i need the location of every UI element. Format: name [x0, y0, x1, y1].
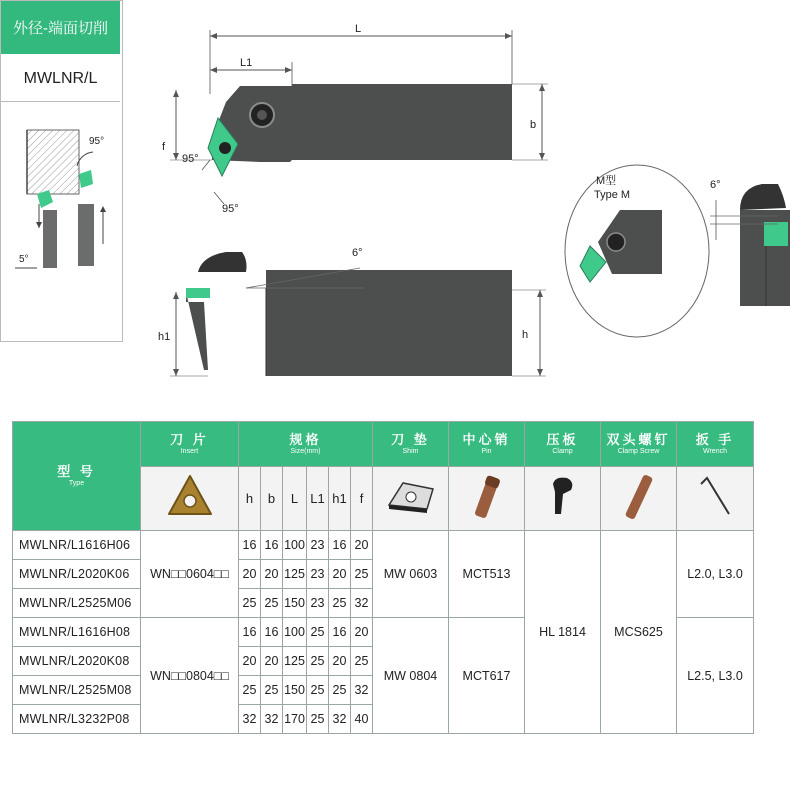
cell-b: 16	[261, 618, 283, 647]
cell-f: 25	[351, 560, 373, 589]
model-cell: MWLNR/L2525M08	[13, 676, 141, 705]
cell-b: 32	[261, 705, 283, 734]
shim-image	[373, 467, 449, 531]
cell-h1: 25	[329, 676, 351, 705]
insert-image	[141, 467, 239, 531]
dim-header-L1: L1	[307, 467, 329, 531]
spec-table	[12, 421, 754, 734]
type-m-cn: M型	[596, 175, 617, 187]
cell-f: 25	[351, 647, 373, 676]
cell-h1: 20	[329, 647, 351, 676]
dim-header-L: L	[283, 467, 307, 531]
angle-95-bottom: 95°	[222, 203, 239, 215]
tool-body-2	[78, 204, 94, 266]
insert-2	[79, 170, 93, 188]
header-size: 规格 Size(mm)	[239, 422, 373, 467]
wrench-06-cell: L2.0, L3.0	[677, 531, 754, 618]
dim-L: L	[355, 23, 362, 35]
cell-L: 170	[283, 705, 307, 734]
cell-L: 150	[283, 589, 307, 618]
model-cell: MWLNR/L2020K06	[13, 560, 141, 589]
header-pin: 中心销 Pin	[449, 422, 525, 467]
cell-f: 20	[351, 531, 373, 560]
insert-side-view	[186, 288, 210, 298]
clamp-screw-image	[601, 467, 677, 531]
cell-f: 32	[351, 676, 373, 705]
cell-h: 25	[239, 676, 261, 705]
operation-diagram-svg	[1, 104, 120, 338]
cell-b: 16	[261, 531, 283, 560]
wrench-icon	[695, 472, 735, 522]
angle-label-5: 5°	[19, 254, 29, 265]
cell-h1: 16	[329, 618, 351, 647]
cell-h1: 32	[329, 705, 351, 734]
type-m-en: Type M	[594, 189, 631, 201]
dim-header-f: f	[351, 467, 373, 531]
cell-L1: 25	[307, 618, 329, 647]
card-title: 外径-端面切削	[1, 1, 120, 54]
cell-h1: 25	[329, 589, 351, 618]
cell-b: 25	[261, 676, 283, 705]
cell-b: 20	[261, 647, 283, 676]
card-model: MWLNR/L	[1, 56, 120, 102]
insert-06-cell: WN□□0604□□	[141, 531, 239, 618]
cell-L: 125	[283, 647, 307, 676]
clamp-screw-cell: MCS625	[601, 531, 677, 734]
operation-diagram	[1, 104, 120, 338]
cell-L: 100	[283, 618, 307, 647]
clamp-image	[525, 467, 601, 531]
shim-08-cell: MW 0804	[373, 618, 449, 734]
tool-body-1	[43, 210, 57, 268]
cell-L1: 25	[307, 676, 329, 705]
cell-f: 32	[351, 589, 373, 618]
dim-h1: h1	[158, 331, 171, 343]
header-insert: 刀 片 Insert	[141, 422, 239, 467]
dim-b: b	[530, 119, 537, 131]
cell-b: 20	[261, 560, 283, 589]
angle-6-side: 6°	[352, 247, 363, 259]
angle-6-right: 6°	[710, 179, 721, 191]
header-type: 型 号 Type	[13, 422, 141, 531]
cell-h: 16	[239, 531, 261, 560]
cell-h1: 20	[329, 560, 351, 589]
header-wrench: 扳 手 Wrench	[677, 422, 754, 467]
shim-06-cell: MW 0603	[373, 531, 449, 618]
tool-drawing	[150, 10, 800, 405]
cell-f: 40	[351, 705, 373, 734]
angle-label-95: 95°	[89, 136, 105, 147]
cell-L1: 23	[307, 531, 329, 560]
header-clamp: 压板 Clamp	[525, 422, 601, 467]
model-cell: MWLNR/L1616H08	[13, 618, 141, 647]
cell-h: 32	[239, 705, 261, 734]
cell-L: 125	[283, 560, 307, 589]
clamp-side-view	[198, 252, 247, 272]
dim-L1: L1	[240, 57, 253, 69]
workpiece	[27, 130, 79, 194]
model-cell: MWLNR/L1616H06	[13, 531, 141, 560]
angle-95-left: 95°	[182, 153, 199, 165]
clamp-icon	[543, 472, 583, 522]
cell-h: 20	[239, 647, 261, 676]
pin-icon	[467, 472, 507, 522]
info-card	[0, 0, 123, 342]
shim-icon	[381, 477, 441, 517]
model-cell: MWLNR/L2525M06	[13, 589, 141, 618]
cell-L1: 25	[307, 705, 329, 734]
insert-08-cell: WN□□0804□□	[141, 618, 239, 734]
cell-L: 100	[283, 531, 307, 560]
dim-header-h1: h1	[329, 467, 351, 531]
wrench-08-cell: L2.5, L3.0	[677, 618, 754, 734]
cell-h: 16	[239, 618, 261, 647]
pin-08-cell: MCT617	[449, 618, 525, 734]
header-shim: 刀 垫 Shim	[373, 422, 449, 467]
cell-h1: 16	[329, 531, 351, 560]
dim-f: f	[162, 141, 166, 153]
cell-L1: 25	[307, 647, 329, 676]
table-row	[13, 531, 754, 560]
cell-f: 20	[351, 618, 373, 647]
pin-06-cell: MCT513	[449, 531, 525, 618]
pin-image	[449, 467, 525, 531]
model-cell: MWLNR/L3232P08	[13, 705, 141, 734]
insert-icon	[165, 472, 215, 522]
cell-h: 25	[239, 589, 261, 618]
cell-L1: 23	[307, 560, 329, 589]
cell-L1: 23	[307, 589, 329, 618]
clamp-screw-icon	[619, 472, 659, 522]
cell-h: 20	[239, 560, 261, 589]
header-clamp-screw: 双头螺钉 Clamp Screw	[601, 422, 677, 467]
cell-b: 25	[261, 589, 283, 618]
dim-h: h	[522, 329, 529, 341]
cell-L: 150	[283, 676, 307, 705]
clamp-cell: HL 1814	[525, 531, 601, 734]
dim-header-b: b	[261, 467, 283, 531]
model-cell: MWLNR/L2020K08	[13, 647, 141, 676]
wrench-image	[677, 467, 754, 531]
dim-header-h: h	[239, 467, 261, 531]
